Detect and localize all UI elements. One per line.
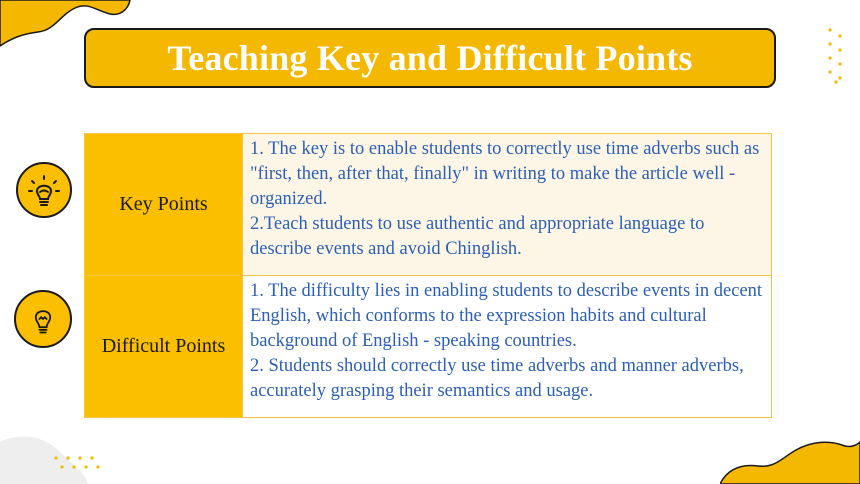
slide-title: Teaching Key and Difficult Points [167, 38, 693, 78]
bottom-right-blob-decoration [720, 438, 860, 484]
key-points-content [243, 134, 772, 276]
difficult-points-content [243, 276, 772, 418]
table-row-key-points [85, 134, 772, 276]
difficult-point-item: 1. The difficulty lies in enabling students to describe events in decent English, which conforms to the expression habits and cultural background of English - speaking countries. [250, 281, 763, 351]
lightbulb-icon [25, 301, 61, 337]
key-points-label: Key Points [85, 134, 243, 276]
difficult-points-icon-badge [14, 290, 72, 348]
key-point-item: 1. The key is to enable students to correctly use time adverbs such as "first, then, after that, finally" in writing to make the article well - organized. [250, 139, 760, 209]
title-banner [84, 28, 776, 88]
points-table [84, 133, 772, 418]
key-point-item: 2.Teach students to use authentic and appropriate language to describe events and avoid Chinglish. [250, 214, 705, 259]
difficult-points-label: Difficult Points [85, 276, 243, 418]
difficult-point-item: 2. Students should correctly use time adverbs and manner adverbs, accurately grasping their semantics and usage. [250, 356, 744, 401]
bottom-left-dots-decoration [52, 454, 104, 470]
lightbulb-idea-icon [24, 170, 64, 210]
top-right-dots-decoration [826, 26, 846, 86]
key-points-icon-badge [16, 162, 72, 218]
table-row-difficult-points [85, 276, 772, 418]
